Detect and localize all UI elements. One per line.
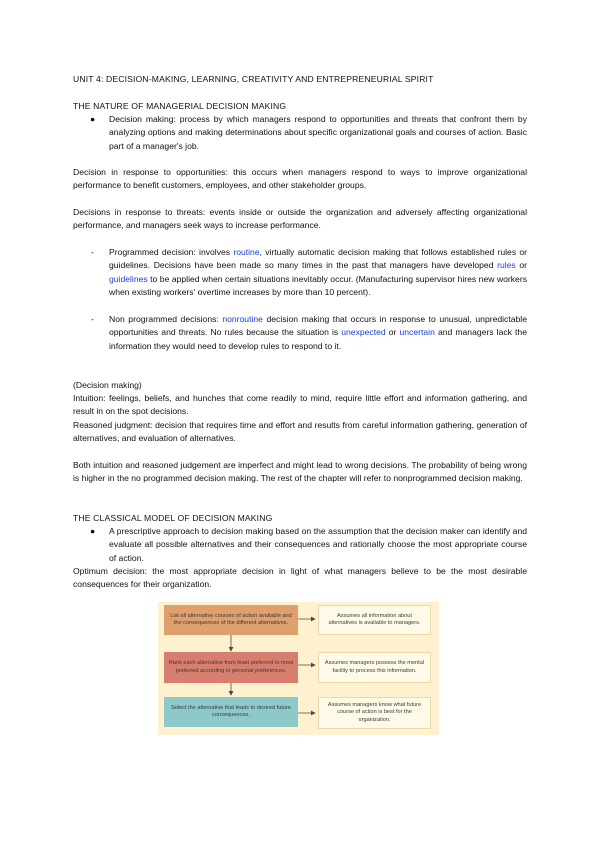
step-rank-alternatives: Rank each alternative from least preferred to most preferred according to personal preferences.	[164, 652, 298, 683]
para-opportunities: Decision in response to opportunities: this occurs when managers respond to ways to improve organizational performance to benefit customers, employees, and other stakeholder groups.	[73, 167, 527, 191]
step-list-alternatives: List all alternative courses of action available and the consequences of the different alternatives.	[164, 605, 298, 635]
text-run: Non programmed decisions:	[109, 314, 223, 324]
para-optimum-decision: Optimum decision: the most appropriate decision in light of what managers believe to be the most desirable consequences for their organization.	[73, 566, 527, 590]
text-run: Programmed decision: involves	[109, 247, 234, 257]
link-rules[interactable]: rules	[497, 260, 516, 271]
unit-title: UNIT 4: DECISION-MAKING, LEARNING, CREATIVITY AND ENTREPRENEURIAL SPIRIT	[73, 74, 434, 84]
text-run: or	[515, 260, 527, 271]
classical-model-definition: A prescriptive approach to decision making based on the assumption that the decision maker can identify and evaluate all possible alternatives and their consequences and rationally choose the most appropriate course of action.	[109, 526, 527, 563]
text-run: or	[385, 327, 400, 338]
text-run: , virtually automatic decision making that follows established rules or guidelines. Decisions have been made so many times in the past that managers have developed	[109, 247, 527, 271]
section-heading-nature: THE NATURE OF MANAGERIAL DECISION MAKING	[73, 101, 287, 111]
bullet-icon: ●	[90, 526, 96, 536]
bullet-icon: ●	[90, 114, 96, 124]
link-unexpected[interactable]: unexpected	[341, 327, 386, 338]
link-guidelines[interactable]: guidelines	[109, 273, 148, 284]
link-uncertain[interactable]: uncertain	[399, 327, 435, 338]
nonprogrammed-decision	[109, 313, 527, 353]
assumption-future-course: Assumes managers know what future course of action is best for the organization.	[318, 697, 431, 729]
para-threats: Decisions in response to threats: events inside or outside the organization and adversely affecting organizational performance, and managers seek ways to increase performance.	[73, 207, 527, 231]
para-intuition: Intuition: feelings, beliefs, and hunches that come readily to mind, require little effort and information gathering, and result in on the spot decisions.	[73, 393, 527, 417]
text-run: to be applied when certain situations inevitably occur. (Manufacturing supervisor hires new workers when existing workers' overtime increases by more than 10 percent).	[109, 273, 527, 297]
para-reasoned-judgment: Reasoned judgment: decision that requires time and effort and results from careful information gathering, generation of alternatives, and evaluation of alternatives.	[73, 420, 527, 444]
assumption-mental-facility: Assumes managers possess the mental facility to process this information.	[318, 652, 431, 683]
dash-bullet-icon: -	[91, 314, 94, 324]
decision-making-definition: Decision making: process by which managers respond to opportunities and threats that confront them by analyzing options and making determinations about specific organizational goals and courses of action. Basic part of a manager's job.	[109, 114, 527, 151]
step-select-alternative: Select the alternative that leads to desired future consequences.	[164, 697, 298, 727]
decision-making-label: (Decision making)	[73, 380, 142, 390]
classical-model-diagram	[158, 602, 439, 735]
link-nonroutine[interactable]: nonroutine	[222, 314, 263, 324]
programmed-decision	[109, 246, 527, 299]
link-routine[interactable]: routine	[233, 247, 260, 257]
para-both: Both intuition and reasoned judgement are imperfect and might lead to wrong decisions. The probability of being wrong is higher in the no programmed decision making. The rest of the chapter will refer to nonprogrammed decision making.	[73, 460, 527, 484]
dash-bullet-icon: -	[91, 247, 94, 257]
text-run: and managers lack the information they would need to develop rules to respond to it.	[109, 327, 527, 351]
assumption-information: Assumes all information about alternatives is available to managers.	[318, 605, 431, 635]
text-run: decision making that occurs in response to unusual, unpredictable opportunities and threats. No rules because the situation is	[109, 314, 527, 338]
section-heading-classical: THE CLASSICAL MODEL OF DECISION MAKING	[73, 513, 273, 523]
